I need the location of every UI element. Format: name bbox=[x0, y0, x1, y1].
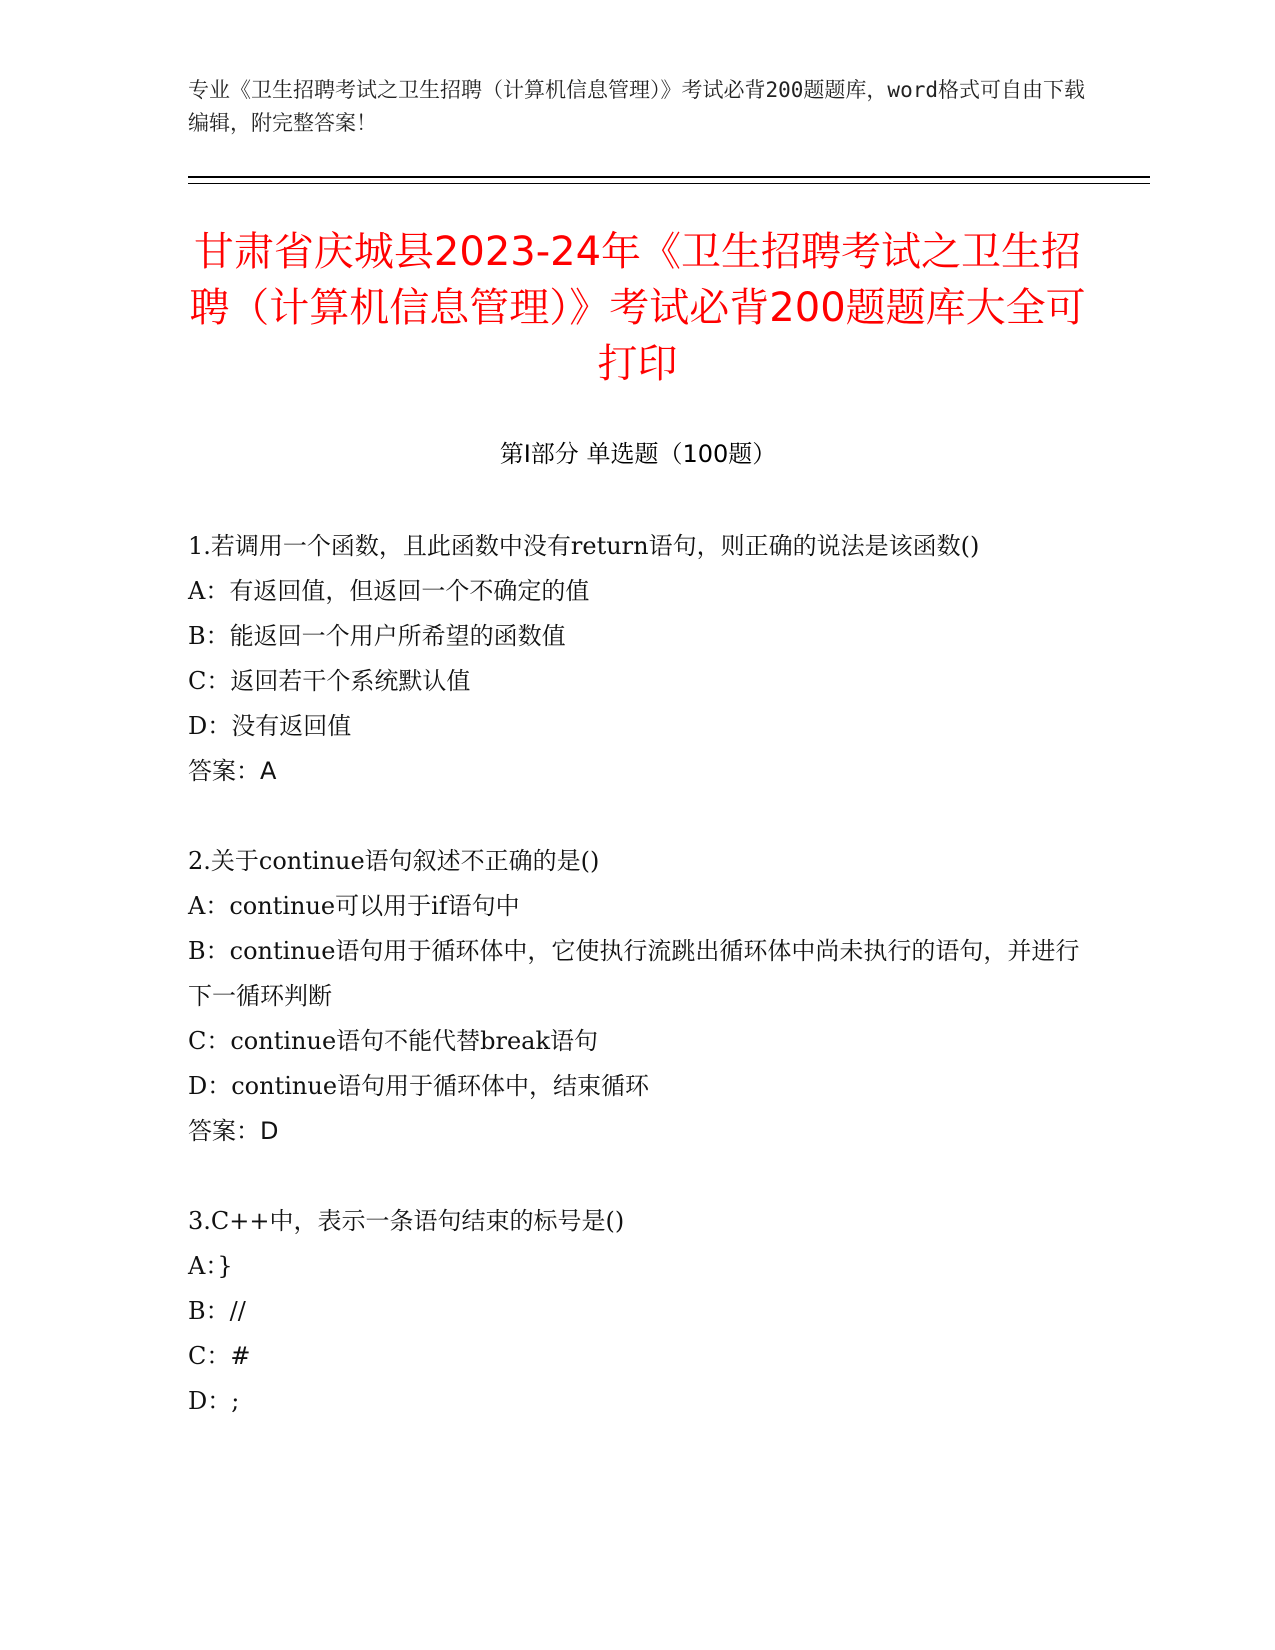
option-a: A：} bbox=[188, 1252, 233, 1280]
option-b: B：// bbox=[188, 1297, 246, 1325]
question-list bbox=[188, 524, 1088, 1424]
answer: 答案：A bbox=[188, 757, 277, 785]
header-divider-thin bbox=[188, 183, 1150, 184]
question-3 bbox=[188, 1199, 1088, 1424]
question-1 bbox=[188, 524, 1088, 794]
section-title: 第Ⅰ部分 单选题（100题） bbox=[499, 440, 777, 468]
header-note: 专业《卫生招聘考试之卫生招聘（计算机信息管理）》考试必背200题题库，word格式可自由下载编辑，附完整答案！ bbox=[188, 78, 1085, 135]
question-stem: 1.若调用一个函数，且此函数中没有return语句，则正确的说法是该函数() bbox=[188, 532, 980, 560]
option-b: B：continue语句用于循环体中，它使执行流跳出循环体中尚未执行的语句，并进行下一循环判断 bbox=[188, 937, 1080, 1010]
question-stem: 3.C++中，表示一条语句结束的标号是() bbox=[188, 1207, 625, 1235]
option-d: D：; bbox=[188, 1387, 240, 1415]
question-stem: 2.关于continue语句叙述不正确的是() bbox=[188, 847, 600, 875]
option-c: C：返回若干个系统默认值 bbox=[188, 667, 471, 695]
option-c: C：# bbox=[188, 1342, 251, 1370]
option-b: B：能返回一个用户所希望的函数值 bbox=[188, 622, 566, 650]
header-divider-thick bbox=[188, 176, 1150, 178]
option-a: A：continue可以用于if语句中 bbox=[188, 892, 520, 920]
option-d: D：没有返回值 bbox=[188, 712, 352, 740]
option-c: C：continue语句不能代替break语句 bbox=[188, 1027, 599, 1055]
document-title: 甘肃省庆城县2023-24年《卫生招聘考试之卫生招聘（计算机信息管理）》考试必背200题题库大全可打印 bbox=[189, 229, 1086, 387]
option-d: D：continue语句用于循环体中，结束循环 bbox=[188, 1072, 650, 1100]
question-2 bbox=[188, 839, 1088, 1154]
option-a: A：有返回值，但返回一个不确定的值 bbox=[188, 577, 590, 605]
answer: 答案：D bbox=[188, 1117, 279, 1145]
